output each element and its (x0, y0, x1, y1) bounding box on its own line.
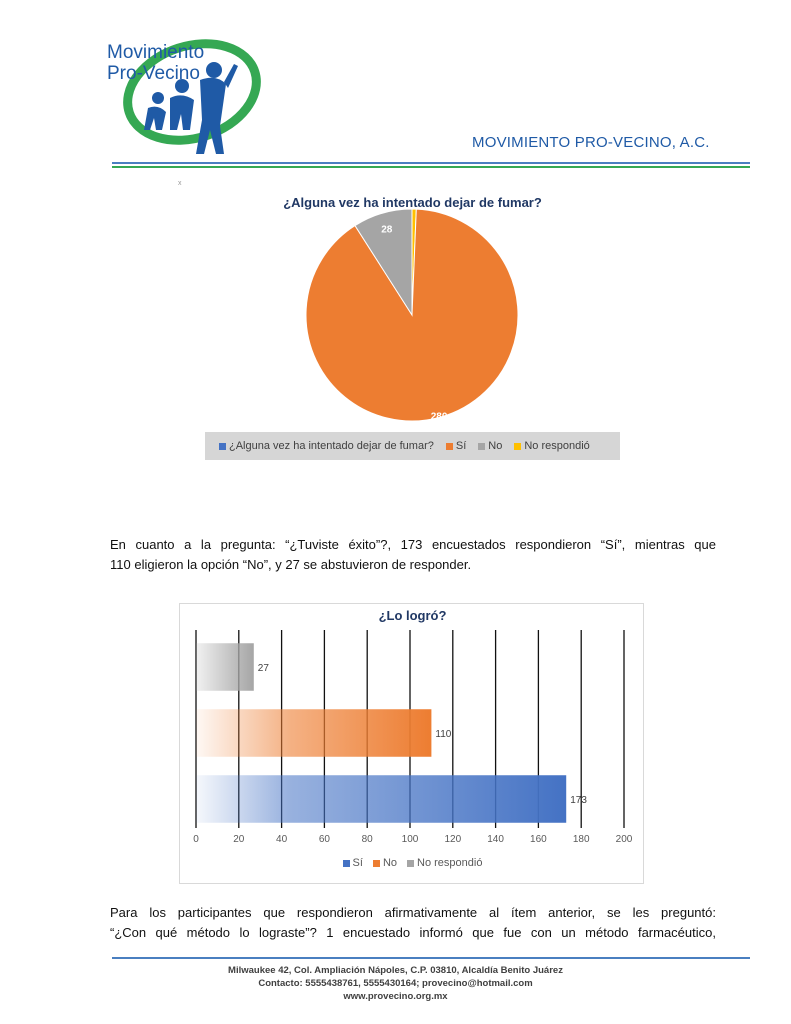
paragraph-method (110, 903, 716, 943)
bar-chart-title: ¿Lo logró? (378, 608, 447, 623)
bar-no (196, 709, 431, 757)
x-tick-label: 100 (401, 834, 419, 845)
bar-no-respondio (196, 643, 254, 691)
x-tick-label: 140 (487, 834, 504, 845)
footer-address: Milwaukee 42, Col. Ampliación Nápoles, C.P. 03810, Alcaldía Benito Juárez (228, 965, 563, 976)
small-mark: x (178, 180, 182, 187)
paragraph-line: “¿Con qué método lo lograste”? 1 encuestado informó que fue con un método farmacéutico, (110, 925, 716, 940)
legend-swatch (343, 860, 350, 867)
pie-chart (205, 188, 620, 464)
pie-chart-legend (205, 432, 620, 460)
legend-item-si (446, 440, 466, 452)
logo (104, 30, 266, 160)
footer-contact: Contacto: 5555438761, 5555430164; provecino@hotmail.com (258, 978, 533, 989)
legend-swatch (373, 860, 380, 867)
bar-chart (179, 603, 644, 884)
pie-chart-svg (205, 188, 620, 428)
pie-chart-title: ¿Alguna vez ha intentado dejar de fumar? (283, 195, 542, 210)
legend-label: Sí (455, 440, 467, 452)
x-tick-label: 160 (530, 834, 547, 845)
legend-swatch (478, 443, 485, 450)
bar-data-label: 173 (570, 795, 587, 806)
legend-item-no (373, 857, 397, 869)
header-rule-green (112, 166, 750, 168)
legend-item-no (478, 440, 502, 452)
paragraph-line: 110 eligieron la opción “No”, y 27 se abstuvieron de responder. (110, 557, 472, 572)
x-tick-label: 40 (276, 834, 288, 845)
organization-name: MOVIMIENTO PRO-VECINO, A.C. (472, 134, 710, 151)
legend-label: No respondió (417, 857, 483, 869)
x-tick-label: 120 (444, 834, 462, 845)
pie-data-label: 28 (381, 224, 393, 236)
header-rule-blue (112, 162, 750, 164)
bar-data-label: 110 (435, 729, 452, 740)
legend-item-question (219, 440, 434, 452)
logo-line-1: Movimiento (107, 42, 205, 63)
legend-label: No (382, 857, 398, 869)
footer-website: www.provecino.org.mx (343, 991, 448, 1002)
legend-item-no-respondio (514, 440, 589, 452)
legend-label: Sí (352, 857, 363, 869)
legend-swatch (219, 443, 226, 450)
paragraph-line: Para los participantes que respondieron afirmativamente al ítem anterior, se les preguntó: (110, 905, 716, 920)
bar-chart-legend (180, 857, 645, 869)
legend-label: No (488, 440, 503, 452)
x-tick-label: 80 (361, 834, 373, 845)
bar-data-label: 27 (257, 663, 269, 674)
footer-rule (112, 957, 750, 959)
legend-swatch (514, 443, 521, 450)
bar-si (196, 775, 566, 823)
legend-label: No respondió (524, 440, 590, 452)
x-tick-label: 20 (233, 834, 245, 845)
x-tick-label: 180 (572, 834, 590, 845)
paragraph-line: En cuanto a la pregunta: “¿Tuviste éxito”?, 173 encuestados respondieron “Sí”, mientras que (110, 537, 716, 552)
legend-swatch (446, 443, 453, 450)
x-tick-label: 60 (318, 834, 330, 845)
legend-item-no-respondio (407, 857, 482, 869)
paragraph-results (110, 535, 716, 575)
legend-item-si (343, 857, 363, 869)
bar-chart-svg (180, 604, 645, 885)
logo-line-2: Pro-Vecino (107, 63, 200, 84)
legend-label: ¿Alguna vez ha intentado dejar de fumar? (229, 440, 434, 452)
pie-data-label: 280 (430, 411, 448, 423)
legend-swatch (407, 860, 414, 867)
x-tick-label: 0 (193, 834, 199, 845)
x-tick-label: 200 (615, 834, 633, 845)
